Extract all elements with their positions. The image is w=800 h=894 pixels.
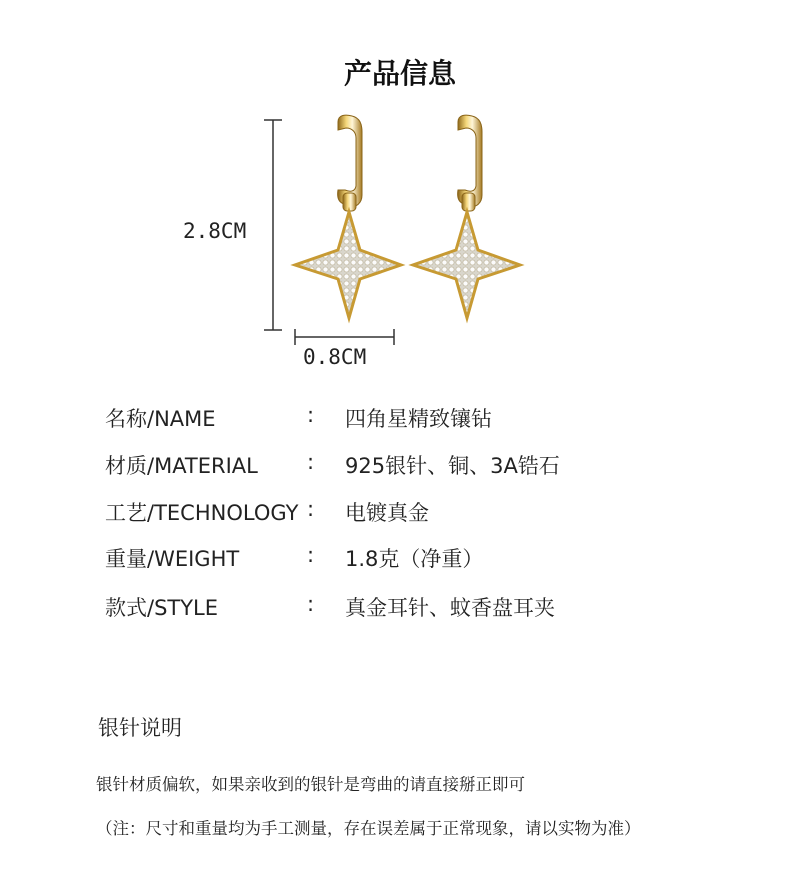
spec-colon: : xyxy=(307,403,315,427)
spec-row-technology xyxy=(105,497,725,527)
silver-needle-heading: 银针说明 xyxy=(98,716,182,740)
earring-left-icon xyxy=(295,115,401,318)
earring-right-icon xyxy=(413,115,520,318)
spec-key: 款式/STYLE xyxy=(105,596,219,620)
measurement-disclaimer: （注：尺寸和重量均为手工测量，存在误差属于正常现象，请以实物为准） xyxy=(96,819,641,838)
spec-key: 工艺/TECHNOLOGY xyxy=(105,501,299,525)
spec-value: 四角星精致镶钻 xyxy=(345,407,492,431)
spec-key: 重量/WEIGHT xyxy=(105,547,240,571)
spec-colon: : xyxy=(307,592,315,616)
height-dimension-label: 2.8CM xyxy=(183,219,247,243)
silver-needle-note: 银针材质偏软，如果亲收到的银针是弯曲的请直接掰正即可 xyxy=(96,775,525,794)
spec-row-material xyxy=(105,450,725,480)
spec-value: 925银针、铜、3A锆石 xyxy=(345,454,560,478)
spec-colon: : xyxy=(307,450,315,474)
width-dimension-label: 0.8CM xyxy=(303,345,367,369)
spec-colon: : xyxy=(307,543,315,567)
spec-colon: : xyxy=(307,497,315,521)
spec-row-style xyxy=(105,592,725,622)
spec-key: 名称/NAME xyxy=(105,407,216,431)
spec-value: 1.8克（净重） xyxy=(345,547,484,571)
spec-key: 材质/MATERIAL xyxy=(105,454,258,478)
spec-value: 真金耳针、蚊香盘耳夹 xyxy=(345,596,555,620)
spec-value: 电镀真金 xyxy=(345,501,429,525)
width-dimension-line xyxy=(295,329,394,345)
height-dimension-line xyxy=(264,120,282,330)
spec-row-name xyxy=(105,403,725,433)
product-figure xyxy=(0,0,800,400)
spec-row-weight xyxy=(105,543,725,573)
page-title: 产品信息 xyxy=(343,57,456,90)
